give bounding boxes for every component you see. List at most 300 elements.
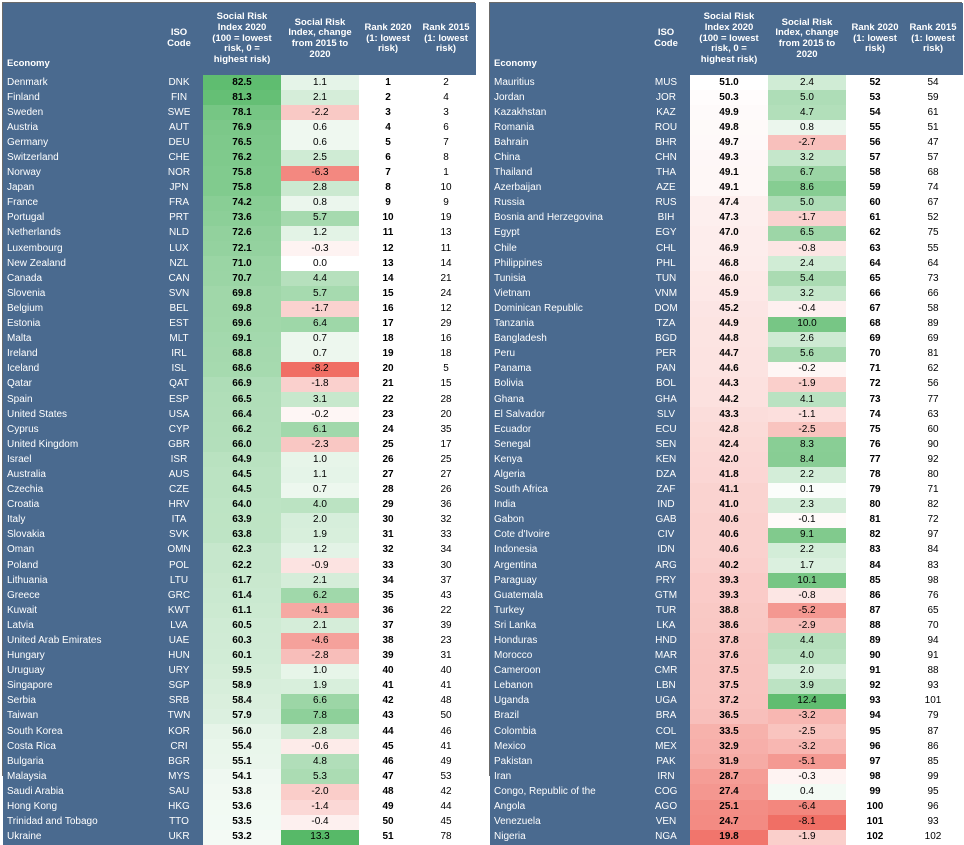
cell-rank-2020: 2 [359,90,417,105]
cell-index-2020: 44.3 [690,377,768,392]
cell-rank-2020: 59 [846,181,904,196]
cell-index-2020: 37.8 [690,633,768,648]
cell-rank-2015: 55 [904,241,962,256]
cell-rank-2015: 7 [417,135,475,150]
cell-rank-2015: 3 [417,105,475,120]
cell-index-change: 2.8 [281,181,359,196]
cell-index-change: -2.5 [768,422,846,437]
cell-index-2020: 61.1 [203,603,281,618]
cell-index-2020: 43.3 [690,407,768,422]
table-row [3,226,475,241]
cell-rank-2015: 18 [417,347,475,362]
cell-index-2020: 51.0 [690,75,768,90]
cell-index-2020: 42.4 [690,437,768,452]
cell-rank-2015: 68 [904,166,962,181]
cell-rank-2020: 26 [359,452,417,467]
cell-iso-code: QAT [155,377,203,392]
cell-rank-2020: 93 [846,694,904,709]
cell-index-2020: 78.1 [203,105,281,120]
cell-rank-2020: 43 [359,709,417,724]
cell-index-2020: 66.4 [203,407,281,422]
table-row [3,769,475,784]
cell-index-change: -2.5 [768,724,846,739]
cell-economy: Slovenia [3,286,155,301]
cell-economy: Nigeria [490,830,642,845]
cell-rank-2020: 4 [359,120,417,135]
header-index-2020: Social Risk Index 2020 (100 = lowest risk, 0 = highest risk) [690,3,768,75]
cell-economy: Ukraine [3,830,155,845]
cell-rank-2015: 90 [904,437,962,452]
table-row [3,135,475,150]
table-row [490,271,962,286]
cell-economy: Cyprus [3,422,155,437]
cell-iso-code: EST [155,317,203,332]
cell-economy: Guatemala [490,588,642,603]
table-row [3,633,475,648]
cell-rank-2020: 34 [359,573,417,588]
cell-rank-2020: 23 [359,407,417,422]
cell-economy: Ecuador [490,422,642,437]
cell-iso-code: MLT [155,332,203,347]
cell-rank-2015: 95 [904,784,962,799]
cell-index-2020: 76.2 [203,150,281,165]
cell-economy: United States [3,407,155,422]
cell-rank-2015: 98 [904,573,962,588]
cell-index-change: -0.2 [768,362,846,377]
cell-index-2020: 73.6 [203,211,281,226]
cell-rank-2015: 52 [904,211,962,226]
cell-index-change: 2.1 [281,90,359,105]
cell-economy: El Salvador [490,407,642,422]
cell-rank-2020: 14 [359,271,417,286]
cell-economy: Jordan [490,90,642,105]
cell-iso-code: LKA [642,618,690,633]
cell-iso-code: DZA [642,467,690,482]
cell-index-change: -1.9 [768,830,846,845]
cell-rank-2020: 50 [359,815,417,830]
cell-index-2020: 49.3 [690,150,768,165]
cell-index-2020: 64.5 [203,483,281,498]
cell-rank-2015: 29 [417,317,475,332]
cell-rank-2015: 23 [417,633,475,648]
cell-index-2020: 55.1 [203,754,281,769]
cell-index-2020: 74.2 [203,196,281,211]
cell-index-change: -1.4 [281,800,359,815]
cell-economy: South Korea [3,724,155,739]
cell-rank-2020: 73 [846,392,904,407]
cell-index-change: -0.3 [281,241,359,256]
cell-economy: Malta [3,332,155,347]
cell-rank-2015: 69 [904,332,962,347]
cell-iso-code: FIN [155,90,203,105]
cell-index-change: -0.2 [281,407,359,422]
cell-rank-2020: 52 [846,75,904,90]
header-index-change: Social Risk Index, change from 2015 to 2020 [281,3,359,75]
cell-economy: Hong Kong [3,800,155,815]
cell-index-change: 6.5 [768,226,846,241]
cell-iso-code: LBN [642,679,690,694]
cell-rank-2020: 44 [359,724,417,739]
cell-rank-2020: 100 [846,800,904,815]
cell-rank-2020: 62 [846,226,904,241]
cell-iso-code: LVA [155,618,203,633]
cell-index-change: -1.1 [768,407,846,422]
table-row [490,332,962,347]
cell-rank-2015: 89 [904,317,962,332]
cell-index-2020: 69.6 [203,317,281,332]
cell-iso-code: AUT [155,120,203,135]
table-row [3,588,475,603]
cell-economy: Kuwait [3,603,155,618]
cell-iso-code: ISL [155,362,203,377]
cell-rank-2020: 91 [846,664,904,679]
cell-rank-2015: 92 [904,452,962,467]
cell-index-change: 2.6 [768,332,846,347]
cell-iso-code: BRA [642,709,690,724]
table-row [3,467,475,482]
cell-index-2020: 82.5 [203,75,281,90]
table-row [3,815,475,830]
cell-index-change: 3.2 [768,150,846,165]
cell-rank-2020: 89 [846,633,904,648]
cell-index-change: -3.2 [768,709,846,724]
cell-rank-2015: 57 [904,150,962,165]
cell-rank-2015: 81 [904,347,962,362]
cell-rank-2020: 35 [359,588,417,603]
cell-iso-code: ITA [155,513,203,528]
cell-index-change: 2.8 [281,724,359,739]
cell-index-2020: 45.9 [690,286,768,301]
cell-rank-2020: 68 [846,317,904,332]
cell-economy: Uruguay [3,664,155,679]
cell-economy: New Zealand [3,256,155,271]
header-rank-2020: Rank 2020 (1: lowest risk) [846,3,904,75]
cell-iso-code: CHE [155,150,203,165]
cell-index-change: -1.8 [281,377,359,392]
cell-rank-2020: 54 [846,105,904,120]
table-row [490,90,962,105]
cell-index-change: 5.7 [281,211,359,226]
table-row [3,694,475,709]
cell-economy: Paraguay [490,573,642,588]
cell-index-change: -0.1 [768,513,846,528]
cell-iso-code: BGD [642,332,690,347]
cell-index-2020: 44.6 [690,362,768,377]
cell-rank-2015: 19 [417,211,475,226]
table-row [490,105,962,120]
cell-index-2020: 37.5 [690,664,768,679]
cell-iso-code: USA [155,407,203,422]
cell-iso-code: TWN [155,709,203,724]
table-row [490,588,962,603]
table-row [3,286,475,301]
cell-iso-code: DEU [155,135,203,150]
cell-rank-2015: 93 [904,815,962,830]
table-row [3,150,475,165]
cell-rank-2015: 73 [904,271,962,286]
cell-index-change: -0.4 [281,815,359,830]
cell-iso-code: DNK [155,75,203,90]
cell-index-change: -4.6 [281,633,359,648]
table-row [3,301,475,316]
cell-rank-2020: 45 [359,739,417,754]
cell-iso-code: MEX [642,739,690,754]
cell-index-2020: 49.9 [690,105,768,120]
table-row [3,90,475,105]
cell-iso-code: KWT [155,603,203,618]
cell-index-2020: 41.0 [690,498,768,513]
cell-iso-code: GBR [155,437,203,452]
cell-economy: Switzerland [3,150,155,165]
table-row [3,558,475,573]
cell-index-2020: 37.5 [690,679,768,694]
cell-economy: Philippines [490,256,642,271]
cell-rank-2015: 47 [904,135,962,150]
cell-index-change: 2.3 [768,498,846,513]
cell-economy: Belgium [3,301,155,316]
cell-economy: Cameroon [490,664,642,679]
cell-iso-code: SEN [642,437,690,452]
table-row [490,664,962,679]
cell-rank-2015: 44 [417,800,475,815]
cell-index-2020: 70.7 [203,271,281,286]
cell-iso-code: SVN [155,286,203,301]
cell-rank-2020: 16 [359,301,417,316]
table-row [3,513,475,528]
cell-index-change: -0.3 [768,769,846,784]
table-body-right [490,75,962,845]
cell-iso-code: UGA [642,694,690,709]
cell-index-change: 1.2 [281,226,359,241]
cell-economy: United Kingdom [3,437,155,452]
cell-index-2020: 64.5 [203,467,281,482]
cell-index-2020: 32.9 [690,739,768,754]
cell-index-change: -0.8 [768,588,846,603]
table-body-left [3,75,475,845]
cell-index-2020: 37.2 [690,694,768,709]
cell-index-change: 12.4 [768,694,846,709]
cell-rank-2015: 65 [904,603,962,618]
cell-rank-2015: 54 [904,75,962,90]
cell-index-2020: 49.1 [690,166,768,181]
cell-index-change: 1.7 [768,558,846,573]
cell-rank-2015: 20 [417,407,475,422]
cell-rank-2020: 40 [359,664,417,679]
table-row [490,196,962,211]
cell-index-2020: 19.8 [690,830,768,845]
cell-index-change: 2.1 [281,573,359,588]
cell-index-2020: 62.3 [203,543,281,558]
cell-rank-2015: 14 [417,256,475,271]
cell-index-2020: 68.8 [203,347,281,362]
cell-economy: Finland [3,90,155,105]
cell-economy: Bahrain [490,135,642,150]
cell-rank-2015: 58 [904,301,962,316]
cell-iso-code: VEN [642,815,690,830]
table-row [490,362,962,377]
cell-economy: Ghana [490,392,642,407]
table-row [490,467,962,482]
cell-rank-2020: 10 [359,211,417,226]
cell-rank-2020: 70 [846,347,904,362]
cell-economy: Sweden [3,105,155,120]
cell-index-2020: 39.3 [690,573,768,588]
table-row [490,211,962,226]
cell-rank-2015: 49 [417,754,475,769]
table-row [3,709,475,724]
cell-rank-2015: 85 [904,754,962,769]
cell-rank-2015: 40 [417,664,475,679]
cell-index-change: 9.1 [768,528,846,543]
cell-index-change: 2.2 [768,467,846,482]
cell-index-change: -2.9 [768,618,846,633]
table-row [3,664,475,679]
cell-rank-2015: 16 [417,332,475,347]
cell-iso-code: KEN [642,452,690,467]
cell-rank-2015: 50 [417,709,475,724]
cell-economy: Peru [490,347,642,362]
cell-iso-code: ARG [642,558,690,573]
cell-rank-2020: 97 [846,754,904,769]
cell-economy: Bangladesh [490,332,642,347]
cell-iso-code: NLD [155,226,203,241]
cell-index-2020: 68.6 [203,362,281,377]
cell-rank-2015: 86 [904,739,962,754]
cell-rank-2020: 38 [359,633,417,648]
cell-index-2020: 53.8 [203,784,281,799]
cell-economy: Chile [490,241,642,256]
cell-economy: Lithuania [3,573,155,588]
cell-rank-2015: 97 [904,528,962,543]
cell-iso-code: LTU [155,573,203,588]
header-index-change: Social Risk Index, change from 2015 to 2020 [768,3,846,75]
header-rank-2015: Rank 2015 (1: lowest risk) [417,3,475,75]
cell-economy: Algeria [490,467,642,482]
table-row [490,241,962,256]
cell-rank-2020: 29 [359,498,417,513]
cell-economy: Russia [490,196,642,211]
header-rank-2015: Rank 2015 (1: lowest risk) [904,3,962,75]
cell-economy: Panama [490,362,642,377]
cell-index-change: 6.2 [281,588,359,603]
cell-rank-2020: 65 [846,271,904,286]
cell-index-2020: 54.1 [203,769,281,784]
cell-rank-2015: 60 [904,422,962,437]
table-row [490,498,962,513]
cell-rank-2015: 76 [904,588,962,603]
cell-iso-code: TUR [642,603,690,618]
cell-iso-code: TTO [155,815,203,830]
cell-rank-2020: 77 [846,452,904,467]
table-row [3,196,475,211]
cell-rank-2015: 2 [417,75,475,90]
table-row [3,332,475,347]
cell-iso-code: OMN [155,543,203,558]
cell-rank-2020: 79 [846,483,904,498]
cell-index-2020: 44.7 [690,347,768,362]
cell-rank-2015: 43 [417,588,475,603]
cell-rank-2015: 64 [904,256,962,271]
table-row [490,75,962,90]
cell-iso-code: IRL [155,347,203,362]
cell-economy: Canada [3,271,155,286]
cell-index-change: -2.3 [281,437,359,452]
cell-index-change: 3.1 [281,392,359,407]
cell-index-2020: 69.8 [203,286,281,301]
cell-index-2020: 69.8 [203,301,281,316]
table-row [490,422,962,437]
cell-rank-2015: 80 [904,467,962,482]
cell-economy: Iceland [3,362,155,377]
cell-index-2020: 55.4 [203,739,281,754]
cell-rank-2015: 10 [417,181,475,196]
cell-rank-2020: 21 [359,377,417,392]
cell-index-change: 0.7 [281,483,359,498]
cell-rank-2015: 75 [904,226,962,241]
cell-rank-2020: 99 [846,784,904,799]
table-row [490,754,962,769]
cell-rank-2020: 80 [846,498,904,513]
cell-economy: Spain [3,392,155,407]
cell-iso-code: RUS [642,196,690,211]
cell-rank-2015: 15 [417,377,475,392]
cell-rank-2015: 35 [417,422,475,437]
cell-iso-code: THA [642,166,690,181]
table-row [3,256,475,271]
cell-rank-2015: 6 [417,120,475,135]
table-row [3,166,475,181]
cell-economy: Germany [3,135,155,150]
cell-iso-code: CIV [642,528,690,543]
cell-rank-2015: 39 [417,618,475,633]
table-row [490,513,962,528]
cell-rank-2020: 58 [846,166,904,181]
cell-rank-2020: 41 [359,679,417,694]
cell-iso-code: ROU [642,120,690,135]
table-row [490,226,962,241]
cell-index-change: 4.4 [768,633,846,648]
cell-index-change: 2.4 [768,256,846,271]
cell-iso-code: MUS [642,75,690,90]
cell-index-change: -8.1 [768,815,846,830]
cell-index-2020: 71.0 [203,256,281,271]
cell-index-change: 0.6 [281,135,359,150]
cell-rank-2015: 33 [417,528,475,543]
cell-index-2020: 44.2 [690,392,768,407]
cell-iso-code: COG [642,784,690,799]
cell-rank-2015: 59 [904,90,962,105]
cell-economy: Malaysia [3,769,155,784]
cell-index-2020: 27.4 [690,784,768,799]
table-row [490,452,962,467]
social-risk-table-right [490,3,963,845]
cell-iso-code: CHN [642,150,690,165]
table-row [490,739,962,754]
cell-economy: Kenya [490,452,642,467]
cell-iso-code: BGR [155,754,203,769]
cell-index-2020: 49.1 [690,181,768,196]
cell-index-change: 4.0 [281,498,359,513]
cell-index-change: 4.0 [768,649,846,664]
cell-index-2020: 42.0 [690,452,768,467]
cell-index-2020: 57.9 [203,709,281,724]
cell-index-2020: 24.7 [690,815,768,830]
table-row [490,603,962,618]
table-row [3,603,475,618]
cell-rank-2020: 84 [846,558,904,573]
cell-rank-2020: 88 [846,618,904,633]
cell-rank-2015: 12 [417,301,475,316]
